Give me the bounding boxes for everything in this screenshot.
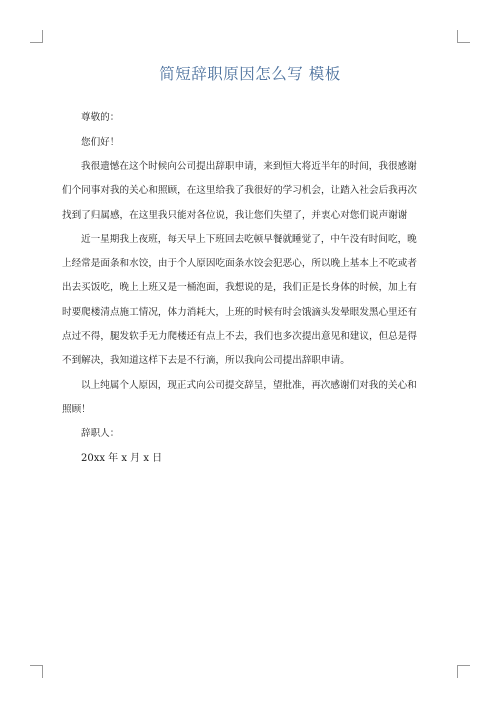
- salutation: 尊敬的：: [81, 112, 120, 123]
- text-line: 近一星期我上夜班，每天早上下班回去吃顿早餐就睡觉了，中午没有时间吃，晚: [81, 233, 417, 245]
- text-line: 以上纯属个人原因，现正式向公司提交辞呈，望批准，再次感谢们对我的关心和: [81, 379, 417, 391]
- text-line: 们个同事对我的关心和照顾，在这里给我了我很好的学习机会，让踏入社会后我再次: [62, 185, 417, 197]
- document-title: 简短辞职原因怎么写 模板: [159, 65, 341, 83]
- text-line: 出去买饭吃，晚上上班又是一桶泡面，我想说的是，我们正是长身体的时候，加上有: [62, 282, 417, 294]
- text-line: 我很遗憾在这个时候向公司提出辞职申请，来到恒大将近半年的时间，我很感谢: [81, 161, 417, 172]
- date-line: 20xx 年 x 月 x 日: [81, 452, 163, 464]
- letter-body: [62, 112, 442, 477]
- greeting: 您们好！: [81, 136, 120, 148]
- text-line: 上经常是面条和水饺，由于个人原因吃面条水饺会犯恶心，所以晚上基本上不吃或者: [62, 258, 417, 270]
- page-corner-mark: [457, 30, 470, 43]
- paragraph-2: [62, 234, 442, 367]
- paragraph-1: [62, 161, 442, 222]
- text-line: 时要爬楼清点施工情况，体力消耗大，上班的时候有时会饿滴头发晕眼发黑心里还有: [62, 306, 417, 318]
- page-corner-mark: [457, 665, 470, 678]
- text-line: 不到解决，我知道这样下去是不行滴，所以我向公司提出辞职申请。: [62, 355, 350, 367]
- page-corner-mark: [30, 665, 43, 678]
- paragraph-3: [62, 380, 442, 416]
- text-line: 点过不得，腿发软手无力爬楼还有点上不去，我们也多次提出意见和建议，但总是得: [62, 331, 417, 343]
- text-line: 照顾！: [62, 403, 91, 415]
- text-line: 找到了归属感，在这里我只能对各位说，我让您们失望了，并衷心对您们说声谢谢: [62, 209, 408, 221]
- page-corner-mark: [30, 30, 43, 43]
- signature-label: 辞职人：: [81, 428, 120, 440]
